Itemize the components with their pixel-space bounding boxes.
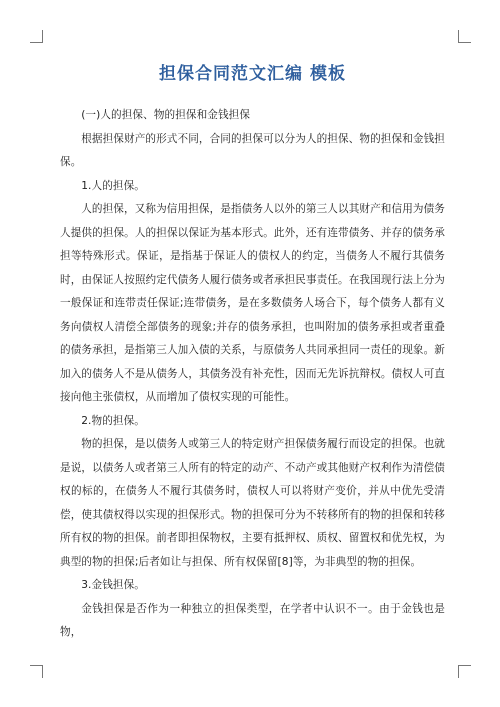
document-page [60,62,445,645]
subsection-heading-money-guarantee: 3.金钱担保。 [81,579,145,591]
paragraph-property-guarantee: 物的担保，是以债务人或第三人的特定财产担保债务履行而设定的担保。也就是说，以债务人或者第三人所有的特定的动产、不动产或其他财产权利作为清偿债权的标的，在债务人不履行其债务时，债权人可以将财产变价，并从中优先受清偿，使其债权得以实现的担保形式。物的担保可分为不转移所有的物的担保和转移所有权的物的担保。前者即担保物权，主要有抵押权、质权、留置权和优先权，为典型的物的担保;后者如让与担保、所有权保留[8]等，为非典型的物的担保。 [60,438,445,568]
crop-mark-bottom-left [30,665,43,678]
paragraph-money-guarantee: 金钱担保是否作为一种独立的担保类型，在学者中认识不一。由于金钱也是物， [60,602,445,638]
document-title: 担保合同范文汇编 模板 [159,64,346,84]
paragraph-personal-guarantee: 人的担保，又称为信用担保，是指债务人以外的第三人以其财产和信用为债务人提供的担保。人的担保以保证为基本形式。此外，还有连带债务、并存的债务承担等特殊形式。保证，是指基于保证人的债权人的约定，当债务人不履行其债务时，由保证人按照约定代债务人履行债务或者承担民事责任。在我国现行法上分为一般保证和连带责任保证;连带债务，是在多数债务人场合下，每个债务人都有义务向债权人清偿全部债务的现象;并存的债务承担，也叫附加的债务承担或者重叠的债务承担，是指第三人加入债的关系，与原债务人共同承担同一责任的现象。新加入的债务人不是从债务人，其债务没有补充性，因而无先诉抗辩权。债权人可直接向他主张债权，从而增加了债权实现的可能性。 [60,203,445,403]
crop-mark-bottom-right [458,665,471,678]
intro-paragraph: 根据担保财产的形式不同，合同的担保可以分为人的担保、物的担保和金钱担保。 [60,132,445,168]
crop-mark-top-left [30,30,43,43]
subsection-heading-personal-guarantee: 1.人的担保。 [81,179,145,192]
subsection-heading-property-guarantee: 2.物的担保。 [81,414,145,427]
crop-mark-top-right [458,30,471,43]
section-heading: (一)人的担保、物的担保和金钱担保 [81,109,251,121]
